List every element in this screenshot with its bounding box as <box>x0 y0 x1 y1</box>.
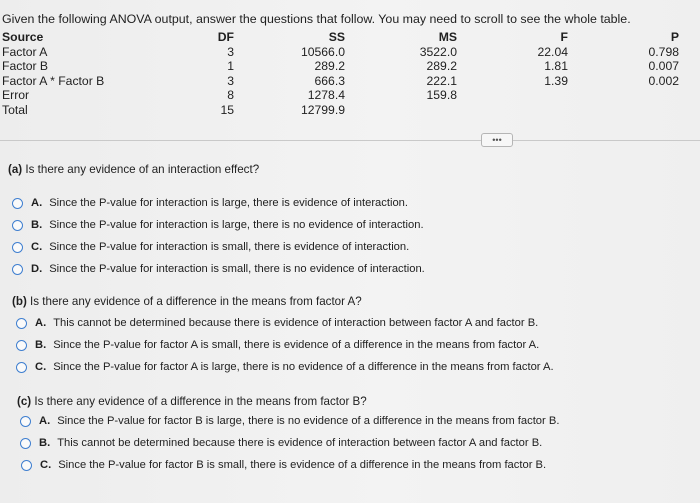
option-letter: A. <box>31 197 43 209</box>
option-letter: D. <box>31 263 43 275</box>
question-c <box>17 395 367 408</box>
table-row <box>2 103 679 118</box>
cell-f: 1.39 <box>544 73 568 88</box>
option-letter: B. <box>39 437 51 449</box>
option-text: Since the P-value for factor A is large, there is no evidence of a difference in the means from factor A. <box>53 361 554 373</box>
cell-ss: 289.2 <box>314 59 345 74</box>
header-df: DF <box>217 30 234 44</box>
anova-table <box>2 30 679 118</box>
section-divider <box>0 140 700 141</box>
option-text: Since the P-value for factor A is small, there is evidence of a difference in the means from factor A. <box>53 339 540 351</box>
cell-source: Factor A <box>2 44 48 59</box>
option-letter: B. <box>35 339 47 351</box>
question-label: (b) <box>12 295 27 308</box>
question-text: Is there any evidence of an interaction effect? <box>25 163 260 176</box>
cell-p: 0.007 <box>648 59 679 74</box>
table-row <box>2 45 679 60</box>
cell-p: 0.798 <box>648 44 679 59</box>
header-ss: SS <box>328 30 345 44</box>
option-letter: C. <box>40 459 52 471</box>
cell-ms: 222.1 <box>426 73 457 88</box>
option-text: Since the P-value for interaction is small, there is no evidence of interaction. <box>49 263 425 275</box>
radio-button[interactable] <box>12 198 23 209</box>
question-text: Is there any evidence of a difference in the means from factor A? <box>30 295 362 308</box>
option-text: Since the P-value for interaction is large, there is evidence of interaction. <box>49 197 409 209</box>
option-text: Since the P-value for factor B is small, there is evidence of a difference in the means from factor B. <box>58 459 547 471</box>
option-c-b[interactable] <box>20 437 542 449</box>
cell-ms: 289.2 <box>426 59 457 74</box>
option-a-a[interactable] <box>12 197 408 209</box>
option-letter: A. <box>39 415 51 427</box>
radio-button[interactable] <box>20 438 31 449</box>
cell-p <box>568 103 679 118</box>
cell-df: 8 <box>227 88 234 103</box>
option-text: Since the P-value for interaction is small, there is evidence of interaction. <box>49 241 410 253</box>
cell-f: 1.81 <box>544 59 568 74</box>
question-text: Is there any evidence of a difference in the means from factor B? <box>34 395 367 408</box>
option-b-b[interactable] <box>16 339 539 351</box>
cell-df: 15 <box>220 102 234 117</box>
radio-button[interactable] <box>12 242 23 253</box>
expand-table-button[interactable]: ••• <box>481 133 513 147</box>
question-a <box>8 163 259 176</box>
option-b-a[interactable] <box>16 317 538 329</box>
cell-source: Factor B <box>2 59 49 74</box>
option-text: Since the P-value for interaction is large, there is no evidence of interaction. <box>49 219 424 231</box>
table-row <box>2 74 679 89</box>
option-letter: C. <box>35 361 47 373</box>
option-text: This cannot be determined because there is evidence of interaction between factor A and factor B. <box>53 317 539 329</box>
option-c-c[interactable] <box>21 459 546 471</box>
cell-ss: 10566.0 <box>300 44 345 59</box>
radio-button[interactable] <box>21 460 32 471</box>
cell-ss: 1278.4 <box>307 88 345 103</box>
question-b <box>12 295 362 308</box>
cell-ss: 666.3 <box>314 73 345 88</box>
cell-f <box>457 88 568 103</box>
question-label: (a) <box>8 163 23 176</box>
cell-source: Error <box>2 88 30 103</box>
cell-ss: 12799.9 <box>300 102 345 117</box>
option-text: This cannot be determined because there is evidence of interaction between factor A and factor B. <box>57 437 543 449</box>
option-a-d[interactable] <box>12 263 425 275</box>
table-row <box>2 88 679 103</box>
cell-p <box>568 88 679 103</box>
option-text: Since the P-value for factor B is large, there is no evidence of a difference in the means from factor B. <box>57 415 560 427</box>
cell-df: 1 <box>227 59 234 74</box>
radio-button[interactable] <box>12 220 23 231</box>
option-letter: C. <box>31 241 43 253</box>
radio-button[interactable] <box>12 264 23 275</box>
option-a-c[interactable] <box>12 241 409 253</box>
option-a-b[interactable] <box>12 219 424 231</box>
cell-df: 3 <box>227 44 234 59</box>
radio-button[interactable] <box>16 340 27 351</box>
cell-df: 3 <box>227 73 234 88</box>
cell-p: 0.002 <box>648 73 679 88</box>
option-letter: B. <box>31 219 43 231</box>
option-b-c[interactable] <box>16 361 554 373</box>
cell-f: 22.04 <box>537 44 568 59</box>
cell-ms: 159.8 <box>426 88 457 103</box>
header-ms: MS <box>438 30 457 44</box>
header-p: P <box>670 30 679 44</box>
instructions: Given the following ANOVA output, answer the questions that follow. You may need to scroll to see the whole table. <box>2 12 631 26</box>
table-header-row <box>2 30 679 45</box>
option-c-a[interactable] <box>20 415 559 427</box>
cell-source: Factor A * Factor B <box>2 73 105 88</box>
question-label: (c) <box>17 395 32 408</box>
cell-source: Total <box>2 102 28 117</box>
cell-f <box>457 103 568 118</box>
header-f: F <box>560 30 568 44</box>
cell-ms <box>345 103 457 118</box>
table-row <box>2 59 679 74</box>
cell-ms: 3522.0 <box>419 44 457 59</box>
radio-button[interactable] <box>20 416 31 427</box>
radio-button[interactable] <box>16 362 27 373</box>
header-source: Source <box>2 30 44 44</box>
option-letter: A. <box>35 317 47 329</box>
radio-button[interactable] <box>16 318 27 329</box>
